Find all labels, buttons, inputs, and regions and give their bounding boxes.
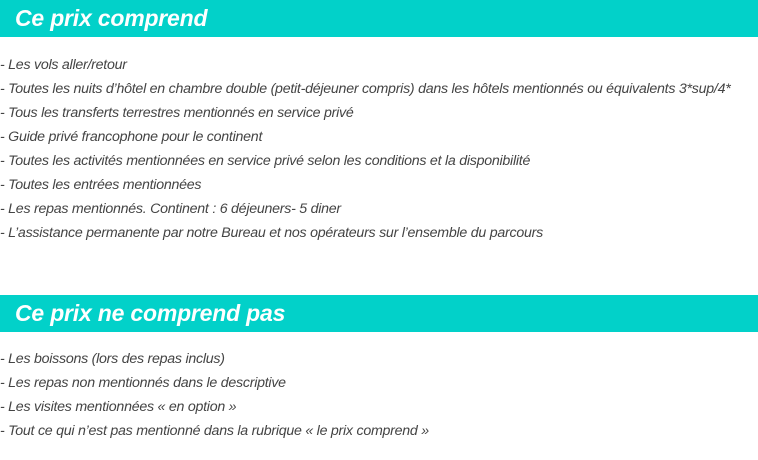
price-includes-list <box>0 53 758 245</box>
list-item: - Toutes les activités mentionnées en service privé selon les conditions et la disponibilité <box>0 153 531 169</box>
list-item: - Tout ce qui n’est pas mentionné dans la rubrique « le prix comprend » <box>0 423 429 439</box>
price-excludes-header <box>0 295 758 332</box>
list-item: - Les repas non mentionnés dans le descriptive <box>0 375 286 391</box>
price-excludes-title: Ce prix ne comprend pas <box>15 300 286 326</box>
list-item: - Tous les transferts terrestres mentionnés en service privé <box>0 105 354 121</box>
list-item: - Les repas mentionnés. Continent : 6 déjeuners- 5 diner <box>0 201 341 217</box>
list-item: - Les visites mentionnées « en option » <box>0 399 237 415</box>
list-item: - L’assistance permanente par notre Bureau et nos opérateurs sur l’ensemble du parcours <box>0 225 543 241</box>
price-excludes-list <box>0 347 758 443</box>
list-item: - Guide privé francophone pour le continent <box>0 129 263 145</box>
list-item: - Les vols aller/retour <box>0 57 127 73</box>
price-excludes-section <box>0 295 758 443</box>
list-item: - Les boissons (lors des repas inclus) <box>0 351 225 367</box>
list-item: - Toutes les nuits d’hôtel en chambre double (petit-déjeuner compris) dans les hôtels mentionnés ou équivalents 3*sup/4* <box>0 81 731 97</box>
price-includes-title: Ce prix comprend <box>15 5 208 31</box>
list-item: - Toutes les entrées mentionnées <box>0 177 202 193</box>
price-includes-header <box>0 0 758 37</box>
